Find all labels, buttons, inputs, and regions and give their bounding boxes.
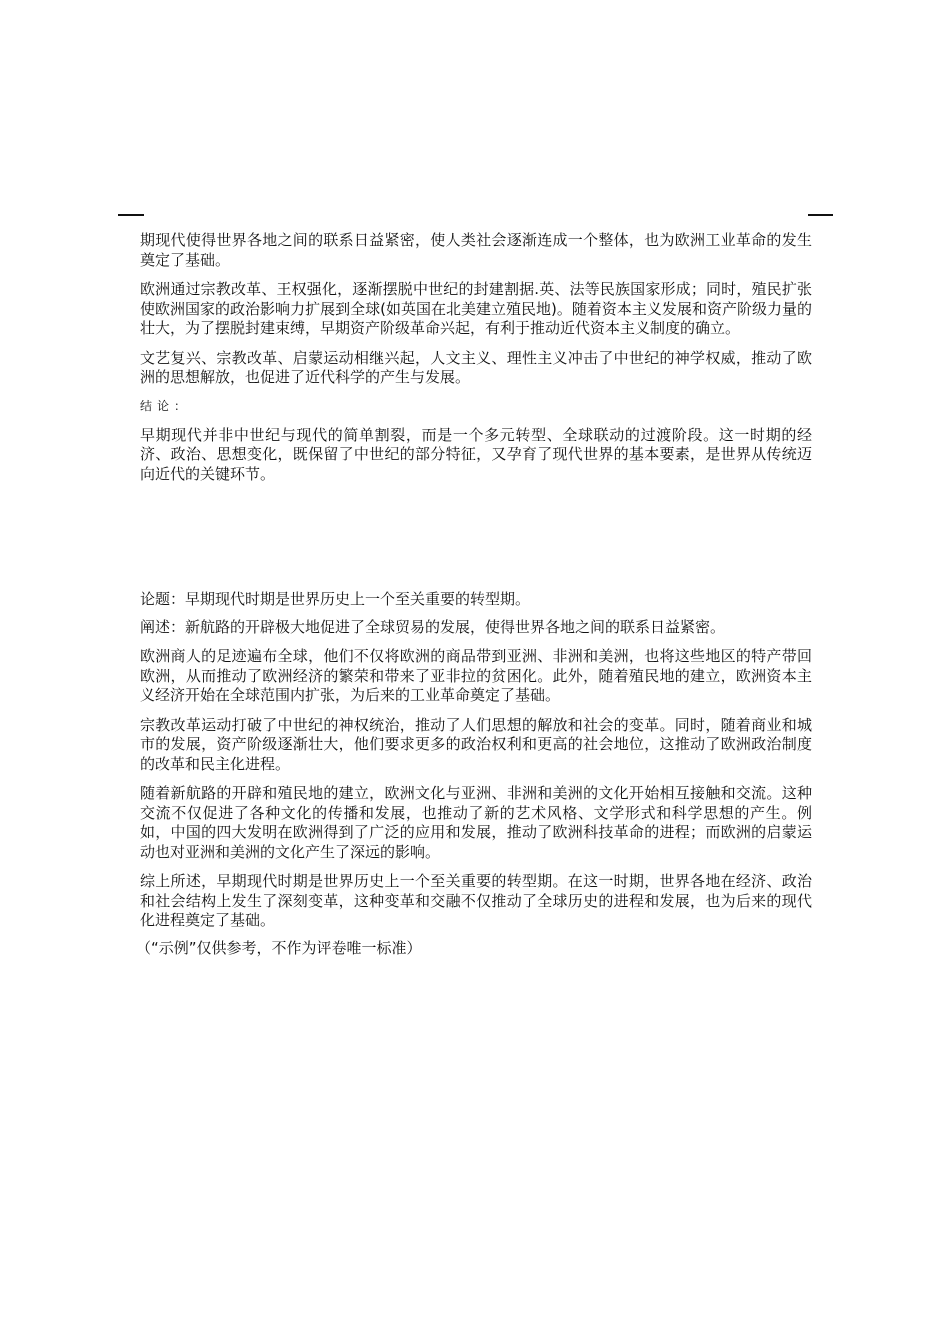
top-section xyxy=(140,231,812,494)
paragraph-trade: 欧洲商人的足迹遍布全球，他们不仅将欧洲的商品带到亚洲、非洲和美洲，也将这些地区的特产带回欧洲，从而推动了欧洲经济的繁荣和带来了亚非拉的贫困化。此外，随着殖民地的建立，欧洲资本主义经济开始在全球范围内扩张，为后来的工业革命奠定了基础。 xyxy=(140,647,812,704)
bottom-section xyxy=(136,590,812,958)
reference-note: （“示例”仅供参考，不作为评卷唯一标准） xyxy=(136,938,422,957)
thesis-line: 论题：早期现代时期是世界历史上一个至关重要的转型期。 xyxy=(140,590,531,608)
paragraph-reform: 宗教改革运动打破了中世纪的神权统治，推动了人们思想的解放和社会的变革。同时，随着商业和城市的发展，资产阶级逐渐壮大，他们要求更多的政治权利和更高的社会地位，这推动了欧洲政治制度的改革和民主化进程。 xyxy=(140,715,812,773)
paragraph-summary: 综上所述，早期现代时期是世界历史上一个至关重要的转型期。在这一时期，世界各地在经济、政治和社会结构上发生了深刻变革，这种变革和交融不仅推动了全球历史的进程和发展，也为后来的现代化进程奠定了基础。 xyxy=(140,872,812,929)
header-rule-right xyxy=(808,214,833,216)
paragraph-politics: 欧洲通过宗教改革、王权强化，逐渐摆脱中世纪的封建割据.英、法等民族国家形成；同时，殖民扩张使欧洲国家的政治影响力扩展到全球(如英国在北美建立殖民地)。随着资本主义发展和资产阶级力量的壮大，为了摆脱封建束缚，早期资产阶级革命兴起，有利于推动近代资本主义制度的确立。 xyxy=(140,280,812,337)
paragraph-thought: 文艺复兴、宗教改革、启蒙运动相继兴起，人文主义、理性主义冲击了中世纪的神学权威，推动了欧洲的思想解放，也促进了近代科学的产生与发展。 xyxy=(140,348,812,386)
header-rule-left xyxy=(118,214,144,216)
conclusion-text: 早期现代并非中世纪与现代的简单割裂，而是一个多元转型、全球联动的过渡阶段。这一时期的经济、政治、思想变化，既保留了中世纪的部分特征，又孕育了现代世界的基本要素，是世界从传统迈向近代的关键环节。 xyxy=(140,425,812,483)
paragraph-economy-conclusion: 期现代使得世界各地之间的联系日益紧密，使人类社会逐渐连成一个整体，也为欧洲工业革命的发生奠定了基础。 xyxy=(140,231,812,269)
argument-line: 阐述：新航路的开辟极大地促进了全球贸易的发展，使得世界各地之间的联系日益紧密。 xyxy=(140,617,726,636)
conclusion-label: 结论： xyxy=(140,398,192,413)
paragraph-culture: 随着新航路的开辟和殖民地的建立，欧洲文化与亚洲、非洲和美洲的文化开始相互接触和交流。这种交流不仅促进了各种文化的传播和发展，也推动了新的艺术风格、文学形式和科学思想的产生。例如，中国的四大发明在欧洲得到了广泛的应用和发展，推动了欧洲科技革命的进程；而欧洲的启蒙运动也对亚洲和美洲的文化产生了深远的影响。 xyxy=(140,784,812,861)
